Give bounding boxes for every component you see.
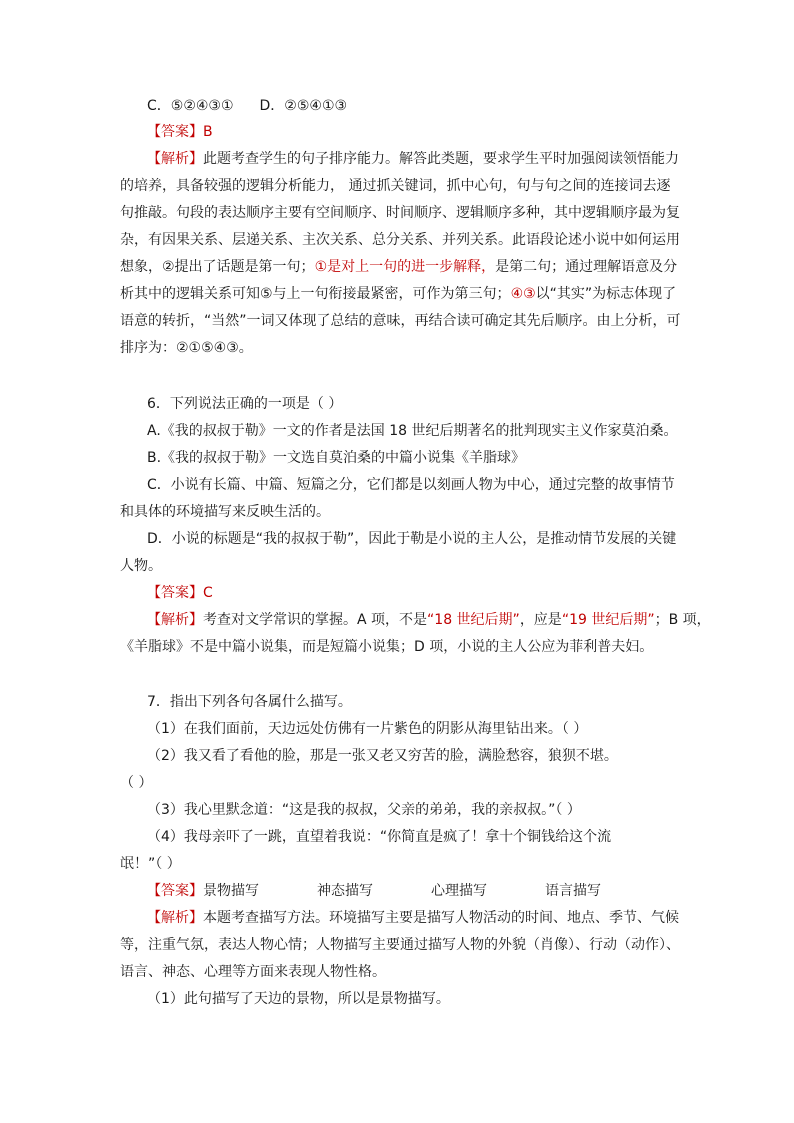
q5-analysis-line-7: 语意的转折，“当然”一词又体现了总结的意味，再结合读可确定其先后顺序。由上分析，可 <box>120 313 681 329</box>
analysis-label: 【解析】 <box>147 612 203 628</box>
q5-analysis-line-3: 句推敲。句段的表达顺序主要有空间顺序、时间顺序、逻辑顺序多种，其中逻辑顺序最为复 <box>120 205 680 221</box>
q7-analysis-line-4: （1）此句描写了天边的景物，所以是景物描写。 <box>147 991 450 1007</box>
answer-item: 心理描写 <box>431 883 487 899</box>
q6-option-d-line-1: D．小说的标题是“我的叔叔于勒”，因此于勒是小说的主人公，是推动情节发展的关键 <box>147 531 677 547</box>
answer-value: B <box>203 124 213 140</box>
q6-analysis-line-2: 《羊脂球》不是中篇小说集，而是短篇小说集；D 项，小说的主人公应为菲利普夫妇。 <box>120 639 654 655</box>
q6-option-d-line-2: 人物。 <box>120 558 162 574</box>
q6-answer <box>147 583 213 603</box>
q5-analysis-line-2: 的培养，具备较强的逻辑分析能力， 通过抓关键词，抓中心句，句与句之间的连接词去逐 <box>120 178 671 194</box>
analysis-text: 想象，②提出了话题是第一句； <box>120 259 315 275</box>
q5-analysis-line-4: 杂，有因果关系、层递关系、主次关系、总分关系、并列关系。此语段论述小说中如何运用 <box>120 232 680 248</box>
analysis-highlight: ④③ <box>510 286 536 302</box>
answer-label: 【答案】 <box>147 883 203 899</box>
q6-option-b: B.《我的叔叔于勒》一文选自莫泊桑的中篇小说集《羊脂球》 <box>147 450 526 466</box>
answer-label: 【答案】 <box>147 585 203 601</box>
answer-item: 神态描写 <box>317 883 373 899</box>
q5-answer <box>147 122 213 142</box>
q6-stem: 6．下列说法正确的一项是（ ） <box>147 396 343 412</box>
q7-sentence-3: （3）我心里默念道：“这是我的叔叔，父亲的弟弟，我的亲叔叔。”（ ） <box>147 802 581 818</box>
q7-sentence-4: （4）我母亲吓了一跳，直望着我说：“你简直是疯了！拿十个铜钱给这个流 <box>147 829 612 845</box>
analysis-text: 以“其实”为标志体现了 <box>535 286 677 302</box>
analysis-highlight: ①是对上一句的进一步解释， <box>314 259 496 275</box>
option-c: C．⑤②④③① <box>147 98 234 114</box>
q6-option-c-line-2: 和具体的环境描写来反映生活的。 <box>120 504 330 520</box>
q6-analysis-line-1 <box>147 610 711 630</box>
analysis-label: 【解析】 <box>147 151 203 167</box>
answer-item: 语言描写 <box>545 883 601 899</box>
q7-sentence-2-blank: （ ） <box>120 775 153 791</box>
q7-sentence-2: （2）我又看了看他的脸，那是一张又老又穷苦的脸，满脸愁容，狼狈不堪。 <box>147 748 618 764</box>
q7-analysis-line-3: 语言、神态、心理等方面来表现人物性格。 <box>120 964 386 980</box>
option-d: D．②⑤④①③ <box>259 98 348 114</box>
analysis-text: 此题考查学生的句子排序能力。解答此类题，要求学生平时加强阅读领悟能力 <box>203 151 679 167</box>
q5-analysis-line-1 <box>147 149 679 169</box>
analysis-text: 是第二句；通过理解语意及分 <box>495 259 678 275</box>
analysis-text: ，应是 <box>519 612 562 628</box>
answer-label: 【答案】 <box>147 124 203 140</box>
q6-option-c-line-1: C．小说有长篇、中篇、短篇之分，它们都是以刻画人物为中心，通过完整的故事情节 <box>147 477 675 493</box>
q7-analysis-line-1 <box>147 908 679 928</box>
analysis-text: 本题考查描写方法。环境描写主要是描写人物活动的时间、地点、季节、气候 <box>203 910 679 926</box>
analysis-text: 析其中的逻辑关系可知⑤与上一句衔接最紧密，可作为第三句； <box>120 286 511 302</box>
q7-analysis-line-2: 等，注重气氛，表达人物心情；人物描写主要通过描写人物的外貌（肖像）、行动（动作）、 <box>120 937 680 953</box>
answer-item: 景物描写 <box>203 883 259 899</box>
q6-option-a: A.《我的叔叔于勒》一文的作者是法国 18 世纪后期著名的批判现实主义作家莫泊桑。 <box>147 423 678 439</box>
q7-stem: 7．指出下列各句各属什么描写。 <box>147 694 352 710</box>
option-line-cd <box>147 96 347 116</box>
q5-analysis-line-8: 排序为：②①⑤④③。 <box>120 340 253 356</box>
q5-analysis-line-5 <box>120 257 677 277</box>
analysis-text: ；B 项， <box>654 612 711 628</box>
analysis-highlight: “19 世纪后期” <box>561 612 655 628</box>
q7-sentence-4-cont: 氓！”（ ） <box>120 856 181 872</box>
q7-answer <box>147 881 601 901</box>
q5-analysis-line-6 <box>120 284 676 304</box>
q7-sentence-1: （1）在我们面前，天边远处仿佛有一片紫色的阴影从海里钻出来。（ ） <box>147 721 588 737</box>
analysis-highlight: “18 世纪后期” <box>427 612 520 628</box>
analysis-label: 【解析】 <box>147 910 203 926</box>
answer-value: C <box>203 585 213 601</box>
analysis-text: 考查对文学常识的掌握。A 项，不是 <box>203 612 428 628</box>
